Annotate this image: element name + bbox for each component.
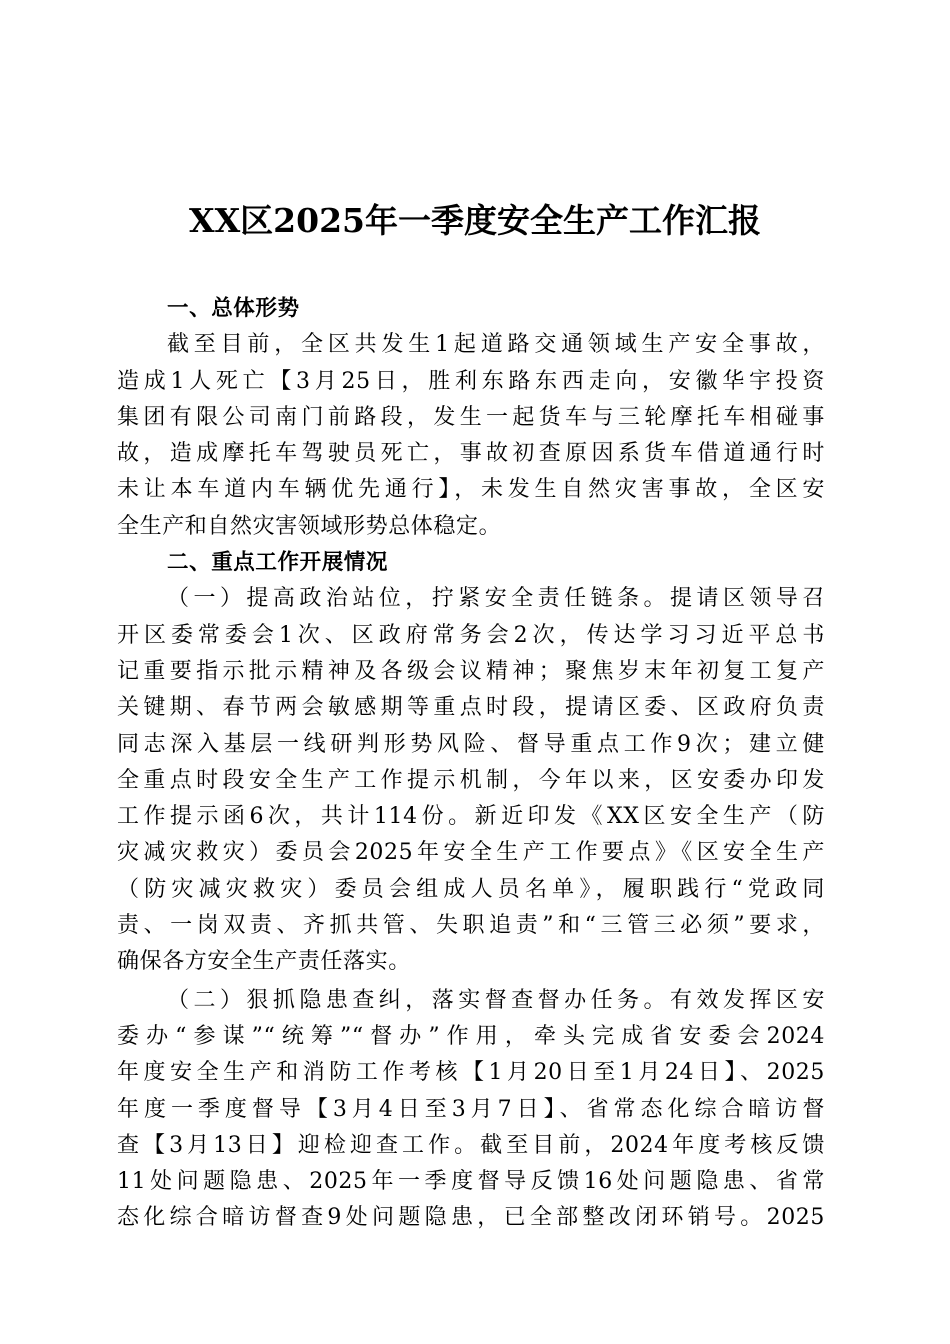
text-line: 工作提示函6次，共计114份。新近印发《XX区安全生产（防 [117, 804, 825, 830]
text-line: 查【3月13日】迎检迎查工作。截至目前，2024年度考核反馈 [117, 1132, 825, 1158]
text-line: 11处问题隐患、2025年一季度督导反馈16处问题隐患、省常 [117, 1169, 825, 1195]
text-line: 全重点时段安全生产工作提示机制，今年以来，区安委办印发 [117, 767, 825, 793]
text-line: 关键期、春节两会敏感期等重点时段，提请区委、区政府负责 [117, 695, 825, 721]
text-line: （防灾减灾救灾）委员会组成人员名单》，履职践行“党政同 [117, 876, 825, 902]
text-line: （一）提高政治站位，拧紧安全责任链条。提请区领导召 [167, 586, 825, 612]
text-line: 态化综合暗访督查9处问题隐患，已全部整改闭环销号。2025 [117, 1205, 825, 1231]
text-line: 截至目前，全区共发生1起道路交通领域生产安全事故， [167, 332, 825, 358]
text-line: 委办“参谋”“统筹”“督办”作用，牵头完成省安委会2024 [117, 1023, 825, 1049]
text-line: 确保各方安全生产责任落实。 [117, 949, 411, 975]
text-line: 造成1人死亡【3月25日，胜利东路东西走向，安徽华宇投资 [117, 368, 825, 394]
text-line: 全生产和自然灾害领域形势总体稳定。 [117, 513, 502, 539]
text-line: 责、一岗双责、齐抓共管、失职追责”和“三管三必须”要求， [117, 913, 825, 939]
text-line: 年度一季度督导【3月4日至3月7日】、省常态化综合暗访督 [117, 1096, 825, 1122]
document-title: XX区2025年一季度安全生产工作汇报 [188, 201, 762, 240]
text-line: 同志深入基层一线研判形势风险、督导重点工作9次；建立健 [117, 731, 825, 757]
text-line: 集团有限公司南门前路段，发生一起货车与三轮摩托车相碰事 [117, 404, 825, 430]
text-line: （二）狠抓隐患查纠，落实督查督办任务。有效发挥区安 [167, 987, 825, 1013]
section-heading: 二、重点工作开展情况 [167, 550, 389, 576]
document-body [117, 291, 825, 1237]
text-line: 未让本车道内车辆优先通行】，未发生自然灾害事故，全区安 [117, 477, 825, 503]
text-line: 年度安全生产和消防工作考核【1月20日至1月24日】、2025 [117, 1060, 825, 1086]
text-line: 记重要指示批示精神及各级会议精神；聚焦岁末年初复工复产 [117, 658, 825, 684]
text-line: 故，造成摩托车驾驶员死亡，事故初查原因系货车借道通行时 [117, 441, 825, 467]
text-line: 开区委常委会1次、区政府常务会2次，传达学习习近平总书 [117, 622, 825, 648]
section-heading: 一、总体形势 [167, 296, 300, 321]
text-line: 灾减灾救灾）委员会2025年安全生产工作要点》《区安全生产 [117, 840, 825, 866]
